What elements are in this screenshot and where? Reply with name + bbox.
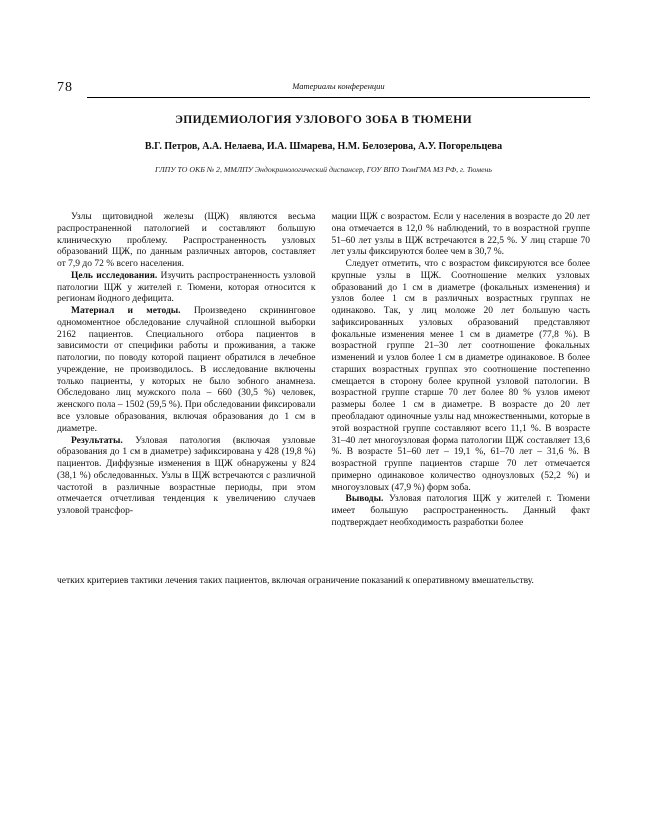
paragraph xyxy=(57,436,316,518)
paragraph xyxy=(57,212,316,271)
paragraph-text: Произведено скрининговое одномоментное обследование случайной сплошной выборки 2162 пациентов. Специального отбора пациентов в зависимости от специфики работы и проживания, а также патологии, по поводу которой пациент обратился в лечебное учреждение, не производилось. В исследование включены только пациенты, у которых не было зобного анамнеза. Обследовано лиц мужского пола – 660 (30,5 %) человек, женского пола – 1502 (59,5 %). При обследовании фиксировали все узловые образования, включая образования до 1 см в диаметре. xyxy=(57,306,316,434)
paragraph-text: мации ЩЖ с возрастом. Если у населения в возрасте до 20 лет она отмечается в 12,0 % наблюдений, то в возрастной группе 51–60 лет узлы в ЩЖ встречаются в 22,5 %. У лиц старше 70 лет узлы фиксируются более чем в 30,7 %. xyxy=(331,212,590,258)
article-affiliation: ГЛПУ ТО ОКБ № 2, ММЛПУ Эндокринологический диспансер, ГОУ ВПО ТюмГМА МЗ РФ, г. Тюмень xyxy=(155,165,492,174)
paragraph-text: Следует отметить, что с возрастом фиксируются все более крупные узлы в ЩЖ. Соотношение мелких узловых образований до 1 см в диаметре (фокальных изменения) и узлов более 1 см в различных возрастных группах не одинаково. Так, у лиц моложе 20 лет большую часть зафиксированных узловых образований представляют фокальные изменения менее 1 см в диаметре (77,8 %). В возрастной группе 21–30 лет соотношение фокальных изменений и узлов более 1 см в диаметре одинаковое. В более старших возрастных группах это соотношение постепенно смещается в сторону более крупной узловой патологии. В возрастной группе старше 70 лет более 80 % узлов имеют размеры более 1 см в диаметре. В возрасте до 20 лет преобладают одиночные узлы над множественными, которые в этой возрастной группе составляют всего 11,1 %. В возрасте 31–40 лет многоузловая форма патологии ЩЖ составляет 13,6 %. В возрасте 51–60 лет – 19,1 %, 61–70 лет – 31,6 %. В возрастной группе пациентов старше 70 лет отмечается примерно одинаковое количество одноузловых (52,2 %) и многоузловых (47,9 %) форм зоба. xyxy=(331,259,590,493)
paragraph-text: Узловая патология ЩЖ у жителей г. Тюмени имеет большую распространенность. Данный факт подтверждает необходимость разработки более xyxy=(331,494,590,528)
paragraph-text: Изучить распространенность узловой патологии ЩЖ у жителей г. Тюмени, которая относится к регионам йодного дефицита. xyxy=(57,270,316,305)
paragraph-lead: Выводы. xyxy=(345,494,384,505)
running-head-rule xyxy=(87,76,590,98)
article-authors: В.Г. Петров, А.А. Нелаева, И.А. Шмарева, Н.М. Белозерова, А.У. Погорельцева xyxy=(144,141,503,152)
page-number: 78 xyxy=(57,80,73,95)
paragraph-lead: Результаты. xyxy=(71,435,123,446)
paragraph xyxy=(332,259,591,494)
paragraph xyxy=(332,212,591,259)
paragraph xyxy=(57,306,316,435)
paragraph-lead: Цель исследования. xyxy=(71,270,158,281)
paragraph-text: Узлы щитовидной железы (ЩЖ) являются весьма распространенной патологией и составляют большую клиническую проблему. Распространенность узловых образований ЩЖ, по данным различных авторов, составляет от 7,9 до 72 % всего населения. xyxy=(57,212,316,270)
page-header xyxy=(57,76,590,98)
continuation-paragraph: четких критериев тактики лечения таких пациентов, включая ограничение показаний к оперативному вмешательству. xyxy=(57,575,534,586)
article-title: ЭПИДЕМИОЛОГИЯ УЗЛОВОГО ЗОБА В ТЮМЕНИ xyxy=(175,114,472,126)
running-head: Материалы конференции xyxy=(292,81,385,91)
left-column xyxy=(57,212,316,530)
two-column-body xyxy=(57,212,590,530)
paragraph-lead: Материал и методы. xyxy=(71,306,181,317)
paragraph xyxy=(57,271,316,306)
paragraph-text: Узловая патология (включая узловые образования до 1 см в диаметре) зафиксирована у 428 (19,8 %) пациентов. Диффузные изменения в ЩЖ обнаружены у 824 (38,1 %) обследованных. Узлы в ЩЖ встречаются с различной частотой в различные возрастные периоды, при этом отмечается отчетливая тенденция к увеличению случаев узловой трансфор- xyxy=(57,435,316,517)
right-column xyxy=(332,212,591,530)
paragraph xyxy=(332,494,591,529)
